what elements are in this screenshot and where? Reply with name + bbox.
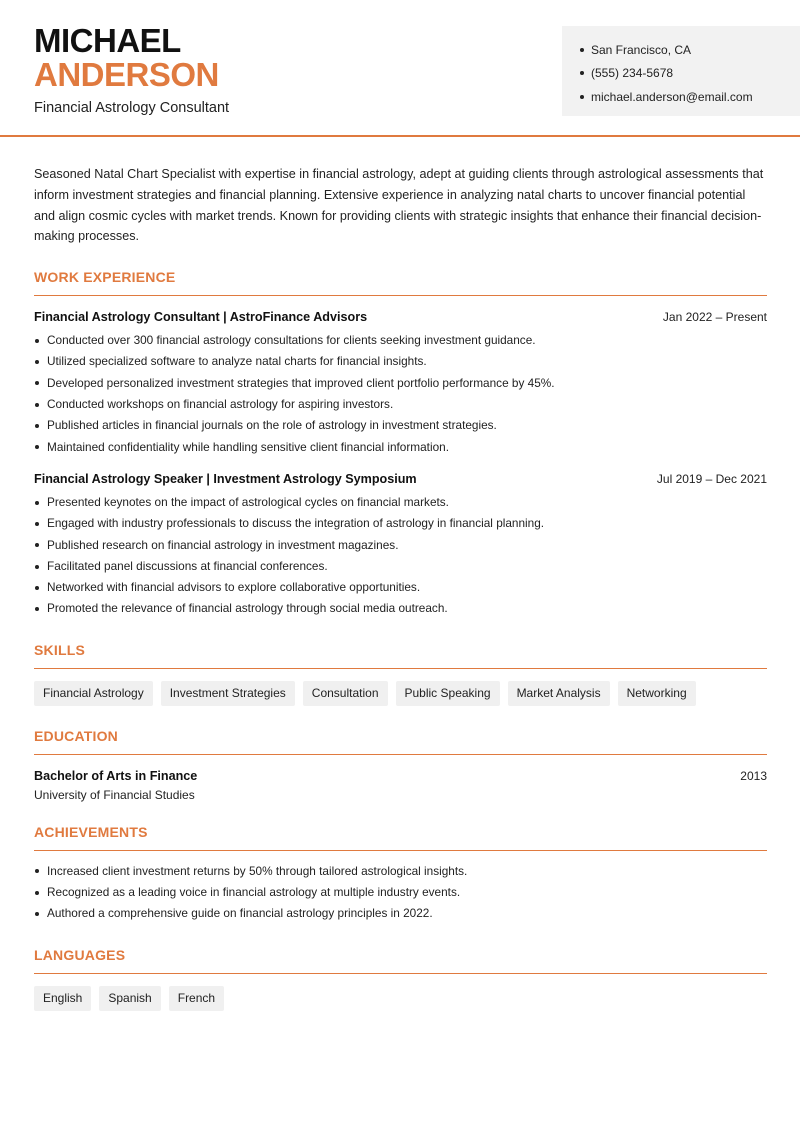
list-item-text: Utilized specialized software to analyze natal charts for financial insights. (47, 354, 427, 369)
education-school: University of Financial Studies (34, 787, 195, 802)
job-bullets (34, 330, 767, 458)
job-header (34, 472, 767, 486)
bullet-icon (35, 565, 39, 569)
list-item-text: Maintained confidentiality while handling sensitive client financial information. (47, 439, 449, 454)
job-header (34, 310, 767, 324)
list-item (34, 535, 767, 556)
list-item (34, 556, 767, 577)
list-item-text: Conducted workshops on financial astrology for aspiring investors. (47, 397, 394, 412)
bullet-icon (580, 95, 584, 99)
list-item-text: Promoted the relevance of financial astrology through social media outreach. (47, 601, 448, 616)
job-bullets (34, 492, 767, 620)
skill-tags (34, 681, 767, 706)
bullet-icon (35, 403, 39, 407)
list-item-text: Presented keynotes on the impact of astrological cycles on financial markets. (47, 494, 449, 509)
job-title: Financial Astrology Consultant (34, 100, 230, 116)
education-entry (34, 769, 767, 802)
list-item (34, 861, 767, 882)
education-degree: Bachelor of Arts in Finance (34, 768, 198, 783)
skill-tag: Market Analysis (508, 681, 610, 706)
skill-tag: Consultation (303, 681, 388, 706)
list-item (34, 598, 767, 619)
bullet-icon (35, 424, 39, 428)
list-item (34, 373, 767, 394)
bullet-icon (35, 607, 39, 611)
bullet-icon (35, 339, 39, 343)
contact-box (562, 26, 800, 116)
bullet-icon (35, 381, 39, 385)
list-item (34, 394, 767, 415)
section-title-education: EDUCATION (34, 728, 767, 755)
list-item-text: Authored a comprehensive guide on financial astrology principles in 2022. (47, 906, 433, 921)
list-item (34, 882, 767, 903)
list-item (34, 513, 767, 534)
bullet-icon (35, 445, 39, 449)
section-title-languages: LANGUAGES (34, 947, 767, 974)
job-date: Jan 2022 – Present (662, 310, 767, 325)
achievement-bullets (34, 861, 767, 925)
contact-email-text: michael.anderson@email.com (591, 89, 753, 104)
bullet-icon (35, 891, 39, 895)
contact-location (580, 38, 800, 62)
language-tags (34, 986, 767, 1011)
list-item-text: Networked with financial advisors to explore collaborative opportunities. (47, 580, 421, 595)
bullet-icon (35, 360, 39, 364)
list-item (34, 903, 767, 924)
list-item-text: Increased client investment returns by 50% through tailored astrological insights. (47, 863, 468, 878)
skill-tag: Financial Astrology (34, 681, 153, 706)
list-item-text: Facilitated panel discussions at financial conferences. (47, 558, 328, 573)
job-role: Financial Astrology Speaker | Investment Astrology Symposium (34, 471, 417, 486)
section-title-work-experience: WORK EXPERIENCE (34, 269, 767, 296)
bullet-icon (35, 912, 39, 916)
list-item-text: Developed personalized investment strategies that improved client portfolio performance by 45%. (47, 375, 555, 390)
job-entry (34, 310, 767, 458)
contact-location-text: San Francisco, CA (591, 42, 692, 57)
education-year: 2013 (740, 768, 767, 783)
list-item-text: Engaged with industry professionals to discuss the integration of astrology in financial planning. (47, 516, 545, 531)
list-item (34, 437, 767, 458)
language-tag: Spanish (99, 986, 160, 1011)
job-entry (34, 472, 767, 620)
job-date: Jul 2019 – Dec 2021 (656, 471, 767, 486)
list-item-text: Conducted over 300 financial astrology consultations for clients seeking investment guidance. (47, 333, 536, 348)
contact-phone (580, 62, 800, 86)
bullet-icon (35, 522, 39, 526)
section-title-achievements: ACHIEVEMENTS (34, 824, 767, 851)
list-item (34, 330, 767, 351)
summary: Seasoned Natal Chart Specialist with expertise in financial astrology, adept at guiding clients through astrological assessments that inform investment strategies and financial planning. Extensive experience in analyzing natal charts to uncover financial potential and align cosmic cycles with market trends. Known for providing clients with strategic insights that enhance their financial decision-making processes. (34, 167, 764, 244)
bullet-icon (580, 71, 584, 75)
skill-tag: Public Speaking (396, 681, 500, 706)
contact-phone-text: (555) 234-5678 (591, 66, 674, 81)
last-name: ANDERSON (34, 56, 219, 93)
bullet-icon (35, 501, 39, 505)
bullet-icon (35, 869, 39, 873)
list-item-text: Published research on financial astrology in investment magazines. (47, 537, 399, 552)
bullet-icon (35, 586, 39, 590)
language-tag: English (34, 986, 91, 1011)
bullet-icon (35, 543, 39, 547)
language-tag: French (169, 986, 224, 1011)
contact-email (580, 85, 800, 109)
list-item (34, 415, 767, 436)
section-title-skills: SKILLS (34, 642, 767, 669)
first-name: MICHAEL (34, 22, 181, 59)
skill-tag: Networking (618, 681, 696, 706)
list-item (34, 577, 767, 598)
resume-header (0, 0, 800, 137)
resume-body (34, 164, 767, 1011)
education-header (34, 769, 767, 783)
list-item (34, 492, 767, 513)
bullet-icon (580, 48, 584, 52)
skill-tag: Investment Strategies (161, 681, 295, 706)
list-item-text: Published articles in financial journals on the role of astrology in investment strategies. (47, 418, 497, 433)
list-item-text: Recognized as a leading voice in financial astrology at multiple industry events. (47, 885, 461, 900)
list-item (34, 351, 767, 372)
job-role: Financial Astrology Consultant | AstroFinance Advisors (34, 310, 368, 325)
